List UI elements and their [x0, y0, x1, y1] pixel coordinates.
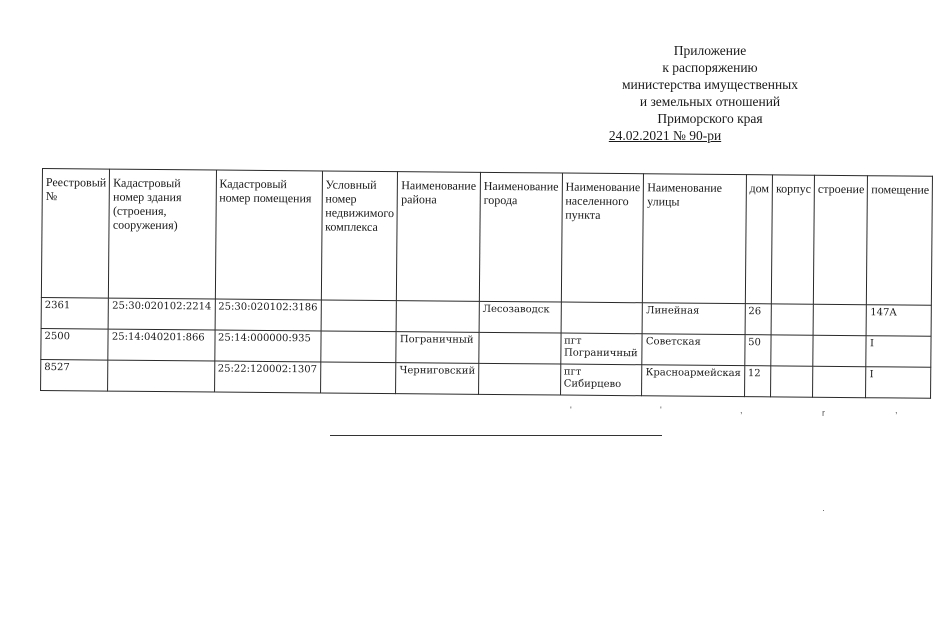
cell-premises: 147А — [867, 305, 932, 337]
cell-district — [397, 301, 480, 333]
column-header-conditional-number: Условный номер недвижимого комплекса — [321, 171, 398, 301]
header-line: Приложение — [673, 43, 747, 58]
header-line: Приморского края — [657, 111, 763, 126]
column-header-building-cadastral: Кадастровый номер здания (строения, сооружения) — [109, 169, 216, 299]
cell-city — [478, 363, 560, 395]
column-header-settlement: Наименование населенного пункта — [561, 173, 644, 303]
cell-block — [771, 366, 813, 397]
cell-premises-cadastral: 25:22:120002:1307 — [214, 361, 320, 393]
cell-district: Черниговский — [396, 363, 479, 395]
cell-conditional-number — [320, 362, 396, 394]
scan-speck: ' — [570, 405, 572, 415]
cell-registry-number: 2500 — [41, 328, 109, 360]
cell-settlement — [561, 302, 643, 334]
cell-city: Лесозаводск — [479, 301, 561, 333]
cell-conditional-number — [321, 300, 397, 332]
cell-city — [479, 332, 561, 364]
column-header-district: Наименование района — [397, 172, 481, 302]
header-line: к распоряжению — [662, 60, 758, 75]
cell-building-cadastral: 25:14:040201:866 — [108, 329, 214, 361]
cell-house: 26 — [745, 304, 772, 335]
cell-building-cadastral: 25:30:020102:2214 — [108, 298, 214, 330]
signature-line — [330, 435, 662, 436]
column-header-street: Наименование улицы — [643, 174, 746, 304]
cell-street: Советская — [642, 334, 745, 366]
column-header-structure: строение — [813, 175, 867, 304]
cell-district: Пограничный — [396, 332, 479, 364]
scan-speck: · — [822, 505, 825, 515]
column-header-registry-number: Реестровый № — [41, 169, 109, 299]
cell-registry-number: 2361 — [41, 297, 109, 329]
column-header-block: корпус — [771, 175, 814, 304]
cell-house: 50 — [744, 335, 771, 366]
cell-premises: I — [866, 336, 931, 368]
order-date-number: 24.02.2021 № 90-ри — [608, 128, 722, 143]
cell-street: Линейная — [642, 303, 745, 335]
cell-premises-cadastral: 25:14:000000:935 — [214, 330, 320, 362]
cell-structure — [813, 304, 867, 335]
cell-structure — [813, 335, 867, 366]
cell-block — [771, 304, 813, 335]
cell-registry-number: 8527 — [41, 359, 109, 391]
cell-structure — [813, 366, 867, 397]
column-header-house: дом — [745, 175, 773, 304]
cell-building-cadastral — [108, 360, 214, 392]
cell-block — [771, 335, 813, 366]
scan-speck: , — [895, 405, 898, 415]
property-registry-table — [40, 168, 933, 399]
column-header-premises: помещение — [867, 176, 933, 306]
scan-speck: r — [822, 408, 825, 418]
cell-premises-cadastral: 25:30:020102:3186 — [215, 299, 321, 331]
cell-conditional-number — [321, 331, 397, 363]
table-row — [41, 359, 932, 398]
cell-premises: I — [866, 367, 931, 399]
scan-speck: ' — [660, 405, 662, 415]
table-header-row — [41, 169, 932, 306]
cell-street: Красноармейская — [642, 365, 745, 397]
cell-settlement: пгт Сибирцево — [560, 364, 642, 396]
header-line: и земельных отношений — [639, 94, 781, 109]
scan-speck: , — [740, 405, 743, 415]
column-header-city: Наименование города — [479, 172, 562, 302]
cell-settlement: пгт Пограничный — [560, 333, 642, 365]
header-line: министерства имущественных — [622, 77, 798, 92]
cell-house: 12 — [744, 366, 771, 397]
document-header — [560, 42, 860, 144]
column-header-premises-cadastral: Кадастровый номер помещения — [215, 170, 322, 300]
